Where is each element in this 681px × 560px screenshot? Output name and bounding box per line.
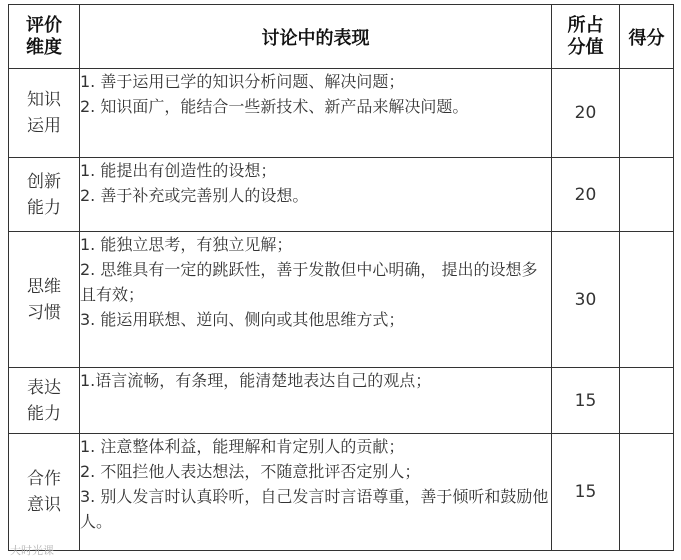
criterion-item: 2. 善于补充或完善别人的设想。: [80, 186, 309, 205]
criterion-item: 1. 能提出有创造性的设想；: [80, 161, 277, 180]
weight-cell: 15: [552, 368, 620, 434]
score-cell[interactable]: [620, 69, 674, 158]
score-cell[interactable]: [620, 158, 674, 232]
dimension-cell: [9, 69, 80, 158]
weight-cell: 30: [552, 232, 620, 368]
criterion-item: 2. 不阻拦他人表达想法，不随意批评否定别人；: [80, 462, 421, 481]
dimension-cell: [9, 232, 80, 368]
performance-cell: [80, 158, 552, 232]
table-row: [9, 69, 674, 158]
dimension-line1: 表达: [27, 377, 61, 398]
dimension-line1: 创新: [27, 171, 61, 192]
evaluation-table: [8, 4, 674, 551]
dimension-cell: [9, 434, 80, 551]
dimension-cell: [9, 158, 80, 232]
header-weight-line1: 所占: [567, 14, 604, 36]
watermark: 大时光课: [10, 544, 54, 557]
score-cell[interactable]: [620, 434, 674, 551]
dimension-cell: [9, 368, 80, 434]
header-dimension-line1: 评价: [26, 14, 62, 36]
header-weight-line2: 分值: [567, 36, 604, 58]
performance-cell: [80, 232, 552, 368]
score-cell[interactable]: [620, 368, 674, 434]
criterion-item: 1. 注意整体利益，能理解和肯定别人的贡献；: [80, 437, 405, 456]
criterion-item: 1.语言流畅，有条理，能清楚地表达自己的观点；: [80, 371, 432, 390]
criterion-item: 3. 别人发言时认真聆听，自己发言时言语尊重，善于倾听和鼓励他人。: [80, 487, 549, 531]
table-row: [9, 368, 674, 434]
performance-cell: [80, 434, 552, 551]
table-row: [9, 434, 674, 551]
header-row: [9, 5, 674, 69]
header-weight: [552, 5, 620, 69]
dimension-line1: 知识: [27, 90, 61, 110]
dimension-line2: 能力: [27, 197, 61, 218]
performance-cell: [80, 368, 552, 434]
table-row: [9, 158, 674, 232]
header-dimension-line2: 维度: [26, 36, 62, 58]
dimension-line2: 运用: [27, 116, 61, 136]
weight-cell: 20: [552, 158, 620, 232]
score-cell[interactable]: [620, 232, 674, 368]
criterion-item: 3. 能运用联想、逆向、侧向或其他思维方式；: [80, 310, 405, 329]
header-dimension: [9, 5, 80, 69]
dimension-line2: 意识: [27, 495, 61, 515]
performance-cell: [80, 69, 552, 158]
dimension-line1: 思维: [27, 276, 61, 297]
header-performance: 讨论中的表现: [80, 5, 552, 69]
criterion-item: 2. 知识面广，能结合一些新技术、新产品来解决问题。: [80, 97, 469, 116]
header-score: 得分: [620, 5, 674, 69]
criterion-item: 1. 能独立思考，有独立见解；: [80, 235, 293, 254]
dimension-line2: 习惯: [27, 302, 61, 323]
weight-cell: 15: [552, 434, 620, 551]
table-row: [9, 232, 674, 368]
criterion-item: 2. 思维具有一定的跳跃性，善于发散但中心明确， 提出的设想多且有效；: [80, 260, 538, 304]
dimension-line1: 合作: [27, 469, 61, 489]
criterion-item: 1. 善于运用已学的知识分析问题、解决问题；: [80, 72, 405, 91]
dimension-line2: 能力: [27, 403, 61, 424]
weight-cell: 20: [552, 69, 620, 158]
